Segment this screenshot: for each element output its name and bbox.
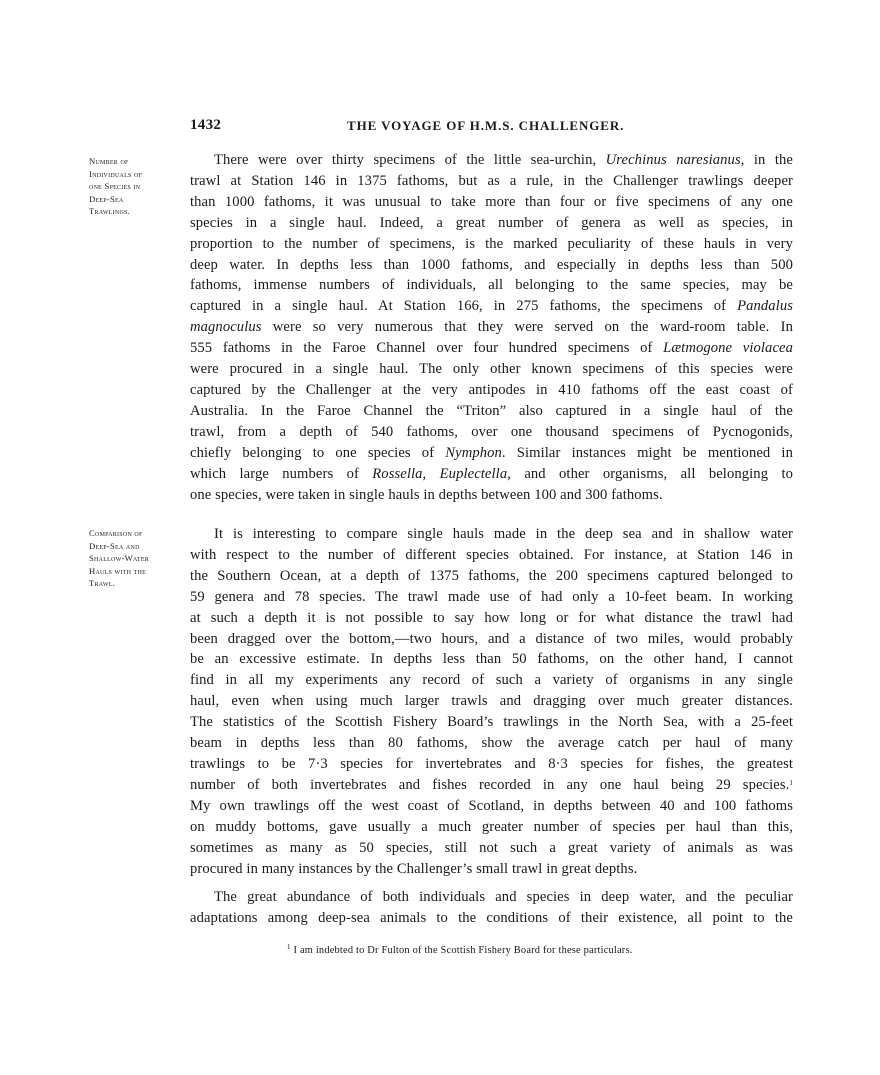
text-line: haul, even when using much larger trawls and dragging over much greater distances. [190,693,793,710]
text-line: It is interesting to compare single hauls made in the deep sea and in shallow water [214,526,793,542]
text-line: captured by the Challenger at the very antipodes in 410 fathoms off the east coast of [190,381,793,398]
text-line: trawlings to be 7·3 species for invertebrates and 8·3 species for fishes, the greatest [190,755,793,772]
text-line: The great abundance of both individuals and species in deep water, and the peculiar [214,889,793,905]
species-name: Nymphon [445,444,502,461]
text-line: been dragged over the bottom,—two hours, and a distance of two miles, would probably [190,630,793,647]
footnote-marker: 1 [789,778,793,787]
running-title: THE VOYAGE OF H.M.S. CHALLENGER. [347,118,625,133]
species-name: Euplectella [439,465,508,482]
sidenote-line: Number of [89,156,129,166]
paragraph-individuals-per-haul [190,150,793,505]
sidenote-line: Deep-Sea [89,193,124,204]
text-line: find in all my experiments any record of such a variety of organisms in any single [190,672,793,689]
text-line: species in a single haul. Indeed, a great number of genera as well as species, in [190,214,793,231]
sidenote-line: Hauls with the [89,565,146,576]
species-name: Lætmogone violacea [663,340,793,357]
footnote-number: 1 [287,943,291,951]
footnote [287,945,633,956]
text-line: magnoculus were so very numerous that they were served on the ward-room table. In [190,319,793,336]
sidenote-line: Individuals of [89,168,143,179]
sidenote-line: Trawlings. [89,206,131,217]
text-line: the Southern Ocean, at a depth of 1375 fathoms, the 200 specimens captured belonged to [190,567,793,584]
sidenote-line: Trawl. [89,578,116,589]
running-header [190,117,790,137]
species-name: magnoculus [190,319,262,336]
text-line: adaptations among deep-sea animals to the conditions of their existence, all point to the [190,909,793,926]
text-line: 59 genera and 78 species. The trawl made use of had only a 10-feet beam. In working [190,588,793,605]
sidenote-line: one Species in [89,181,141,192]
paragraph-abundance [190,887,793,929]
text-line: 555 fathoms in the Faroe Channel over four hundred specimens of Lætmogone violacea [190,340,793,357]
text-line: There were over thirty specimens of the little sea-urchin, Urechinus naresianus, in the [214,152,793,168]
text-line: fathoms, immense numbers of individuals, all belonging to the same species, may be [190,277,793,294]
text-line: My own trawlings off the west coast of Scotland, in depths between 40 and 100 fathoms [190,797,793,814]
species-name: Rossella [372,465,423,482]
text-line: with respect to the number of different species obtained. For instance, at Station 146 in [190,546,793,563]
text-line: trawl at Station 146 in 1375 fathoms, but as a rule, in the Challenger trawlings deeper [190,172,793,189]
page-number: 1432 [190,117,222,133]
text-line: be an excessive estimate. In depths less than 50 fathoms, on the other hand, I cannot [190,651,793,668]
text-line: procured in many instances by the Challenger’s small trawl in great depths. [190,860,638,877]
footnote-text: I am indebted to Dr Fulton of the Scottish Fishery Board for these particulars. [290,945,633,956]
text-line: were procured in a single haul. The only other known specimens of this species were [190,361,793,378]
sidenote-line: Deep-Sea and [89,540,140,551]
text-line: sometimes as many as 50 species, still not such a great variety of animals as was [190,839,793,856]
text-line: beam in depths less than 80 fathoms, show the average catch per haul of many [190,735,793,752]
text-line: than 1000 fathoms, it was unusual to take more than four or five specimens of any one [190,193,793,210]
sidenote-line: Shallow-Water [89,553,149,564]
sidenote-comparison-of-hauls [89,527,181,590]
text-line: at such a depth it is not possible to say how long or for what distance the trawl had [190,609,793,626]
text-line: on muddy bottoms, gave usually a much greater number of species per haul than this, [190,818,793,835]
text-line: captured in a single haul. At Station 166, in 275 fathoms, the specimens of Pandalus [190,298,793,315]
sidenote-number-of-individuals [89,155,181,218]
paragraph-comparison-of-hauls [190,524,793,879]
species-name: Pandalus [737,298,793,315]
text-line: which large numbers of Rossella, Euplectella, and other organisms, all belonging to [190,465,793,482]
text-line: trawl, from a depth of 540 fathoms, over one thousand specimens of Pycnogonids, [190,423,793,440]
text-line: Australia. In the Faroe Channel the “Triton” also captured in a single haul of the [190,402,793,419]
text-line: number of both invertebrates and fishes recorded in any one haul being 29 species.$^1$ [190,776,793,793]
text-line: chiefly belonging to one species of Nymphon. Similar instances might be mentioned in [190,444,793,461]
sidenote-line: Comparison of [89,528,143,538]
text-line: deep water. In depths less than 1000 fathoms, and especially in depths less than 500 [190,256,793,273]
text-line: proportion to the number of specimens, is the marked peculiarity of these hauls in very [190,235,793,252]
text-line: one species, were taken in single hauls in depths between 100 and 300 fathoms. [190,486,663,503]
species-name: Urechinus naresianus [605,152,741,168]
text-line: The statistics of the Scottish Fishery Board’s trawlings in the North Sea, with a 25-feet [190,714,793,731]
